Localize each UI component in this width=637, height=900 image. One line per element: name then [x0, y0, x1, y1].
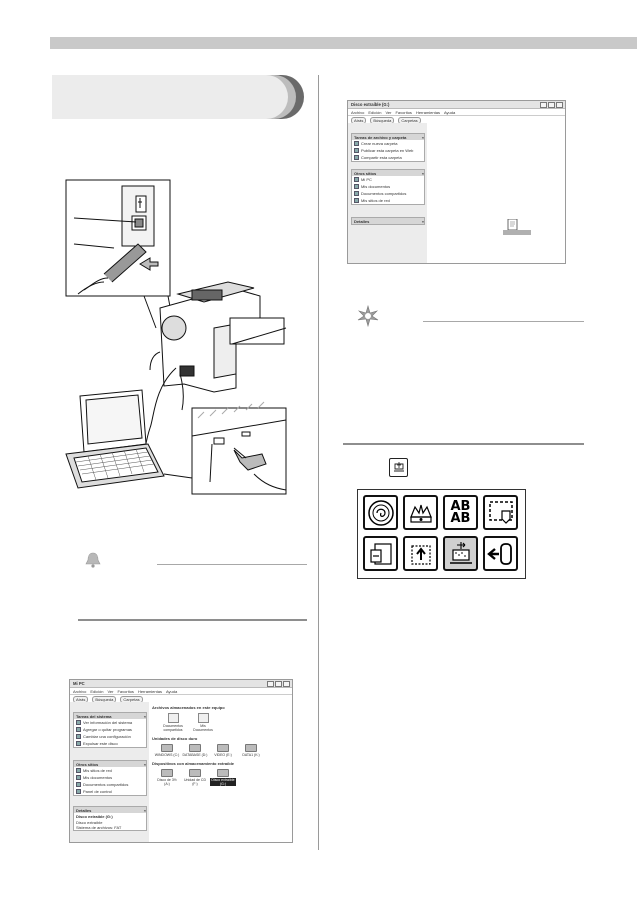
details-panel	[351, 217, 425, 225]
frame-shape-button[interactable]	[483, 495, 518, 530]
section-heading: Unidades de disco duro	[152, 736, 198, 741]
window-controls[interactable]	[267, 681, 290, 687]
bell-icon	[84, 551, 102, 569]
hard-drive-icon	[245, 744, 257, 752]
removable-disk-window	[347, 100, 566, 264]
section-heading: Dispositivos con almacenamiento extraíble	[152, 761, 235, 766]
menu-item[interactable]: Archivo	[351, 109, 365, 115]
task-item[interactable]: Crear nueva carpeta	[352, 140, 424, 147]
dashed-frame-icon	[487, 499, 515, 527]
menu-item[interactable]: Ver	[385, 109, 392, 115]
hard-drive-icon	[189, 744, 201, 752]
embroidery-file-icon[interactable]	[503, 219, 531, 235]
content-pane	[149, 702, 292, 842]
usb-transfer-icon[interactable]	[389, 458, 408, 477]
panel-title: Tareas de archivo y carpeta	[354, 134, 407, 140]
menu-item[interactable]: Herramientas	[137, 688, 162, 694]
sparkle-icon	[357, 305, 379, 327]
character-button[interactable]	[443, 495, 478, 530]
left-task-pane	[70, 702, 292, 842]
place-item[interactable]: Mis sitios de red	[352, 197, 424, 204]
maximize-icon[interactable]	[548, 102, 555, 108]
exit-arrow-icon	[487, 540, 515, 568]
folder-icon	[198, 713, 209, 723]
expand-icon[interactable]: »	[421, 218, 424, 224]
memory-button[interactable]	[363, 536, 398, 571]
usb-button[interactable]	[443, 536, 478, 571]
pocket-upload-icon	[407, 540, 435, 568]
search-button[interactable]: Búsqueda	[92, 696, 116, 703]
drive-item[interactable]: WINDOWS (C:)	[154, 744, 180, 757]
drive-item[interactable]: Disco de 3½ (A:)	[154, 769, 180, 786]
folders-button[interactable]: Carpetas	[120, 696, 142, 703]
menu-item[interactable]: Archivo	[73, 688, 87, 694]
exit-button[interactable]	[483, 536, 518, 571]
folder-item[interactable]: Documentos compartidos	[160, 713, 186, 732]
section-heading: Archivos almacenados en este equipo	[152, 705, 225, 710]
file-tasks-panel	[351, 133, 425, 162]
folder-icon	[168, 713, 179, 723]
cd-drive-icon	[189, 769, 201, 777]
tip-rule-top	[423, 321, 584, 322]
menu-item[interactable]: Herramientas	[415, 109, 440, 115]
drive-item[interactable]: Unidad de CD (F:)	[182, 769, 208, 786]
section-title-pill	[52, 75, 304, 119]
place-item[interactable]: Documentos compartidos	[74, 781, 146, 788]
close-icon[interactable]	[556, 102, 563, 108]
task-item[interactable]: Cambiar una configuración	[74, 733, 146, 740]
note-rule-bottom	[78, 619, 307, 621]
maximize-icon[interactable]	[275, 681, 282, 687]
note-rule-top	[157, 564, 307, 565]
menu-bar	[348, 109, 565, 116]
pocket-upload-button[interactable]	[403, 536, 438, 571]
task-item[interactable]: Expulsar este disco	[74, 740, 146, 747]
details-panel	[73, 806, 147, 831]
task-item[interactable]: Compartir esta carpeta	[352, 154, 424, 161]
drive-item[interactable]: VIDEO (E:)	[210, 744, 236, 757]
column-divider	[318, 75, 319, 850]
usb-computer-icon	[447, 540, 475, 568]
back-button[interactable]: Atrás	[73, 696, 88, 703]
other-places-panel	[73, 760, 147, 796]
task-item[interactable]: Ver información del sistema	[74, 719, 146, 726]
menu-bar	[70, 688, 292, 695]
alphabet-icon: AB AB	[450, 498, 471, 526]
folder-item[interactable]: Mis Documentos	[190, 713, 216, 732]
lcd-menu-panel	[357, 489, 526, 579]
window-titlebar	[348, 101, 565, 109]
removable-drive-item[interactable]: Disco extraíble (G:)	[210, 769, 236, 786]
tip-rule-bottom	[343, 443, 584, 445]
system-tasks-panel	[73, 712, 147, 748]
place-item[interactable]: Mis documentos	[352, 183, 424, 190]
menu-item[interactable]: Ayuda	[443, 109, 456, 115]
panel-title: Detalles	[76, 807, 92, 813]
left-task-pane	[348, 123, 565, 263]
floppy-icon	[161, 769, 173, 777]
panel-title: Tareas del sistema	[76, 713, 112, 719]
place-item[interactable]: Panel de control	[74, 788, 146, 795]
menu-item[interactable]: Edición	[90, 688, 104, 694]
place-item[interactable]: Mis sitios de red	[74, 767, 146, 774]
window-title: Disco extraíble (G:)	[351, 102, 390, 107]
minimize-icon[interactable]	[540, 102, 547, 108]
task-item[interactable]: Agregar o quitar programas	[74, 726, 146, 733]
collapse-icon[interactable]: «	[421, 170, 424, 176]
menu-item[interactable]: Ver	[107, 688, 114, 694]
menu-item[interactable]: Favoritos	[117, 688, 134, 694]
minimize-icon[interactable]	[267, 681, 274, 687]
back-button[interactable]: Atrás	[351, 117, 366, 124]
panel-title: Otros sitios	[354, 170, 377, 176]
menu-item[interactable]: Ayuda	[165, 688, 178, 694]
place-item[interactable]: Documentos compartidos	[352, 190, 424, 197]
usb-connection-illustration	[64, 178, 290, 498]
memory-recall-icon	[367, 540, 395, 568]
crown-icon	[407, 499, 435, 527]
other-places-panel	[351, 169, 425, 205]
mi-pc-window	[69, 679, 293, 843]
window-titlebar	[70, 680, 292, 688]
collapse-icon[interactable]: «	[143, 713, 146, 719]
menu-item[interactable]: Edición	[368, 109, 382, 115]
hard-drive-icon	[161, 744, 173, 752]
details-fs: Sistema de archivos: FAT	[76, 825, 122, 830]
pattern-button[interactable]	[363, 495, 398, 530]
frame-pattern-button[interactable]	[403, 495, 438, 530]
collapse-icon[interactable]: «	[421, 134, 424, 140]
header-bar	[50, 37, 637, 49]
content-pane	[427, 123, 565, 263]
hard-drive-icon	[217, 744, 229, 752]
drive-item[interactable]: DATABASE (D:)	[182, 744, 208, 757]
place-item[interactable]: Mis documentos	[74, 774, 146, 781]
embroidery-pattern-icon	[367, 499, 395, 527]
menu-item[interactable]: Favoritos	[395, 109, 412, 115]
task-item[interactable]: Publicar esta carpeta en Web	[352, 147, 424, 154]
drive-item[interactable]: DATA1 (K:)	[238, 744, 264, 757]
search-button[interactable]: Búsqueda	[370, 117, 394, 124]
details-type: Disco extraíble	[76, 820, 103, 825]
panel-title: Detalles	[354, 218, 370, 224]
details-name: Disco extraíble (G:)	[76, 814, 113, 819]
collapse-icon[interactable]: «	[143, 761, 146, 767]
usb-drive-icon	[217, 769, 229, 777]
usb-symbol-icon	[392, 461, 406, 475]
window-controls[interactable]	[540, 102, 563, 108]
collapse-icon[interactable]: «	[143, 807, 146, 813]
panel-title: Otros sitios	[76, 761, 99, 767]
window-title: Mi PC	[73, 681, 85, 686]
folders-button[interactable]: Carpetas	[398, 117, 420, 124]
close-icon[interactable]	[283, 681, 290, 687]
place-item[interactable]: Mi PC	[352, 176, 424, 183]
